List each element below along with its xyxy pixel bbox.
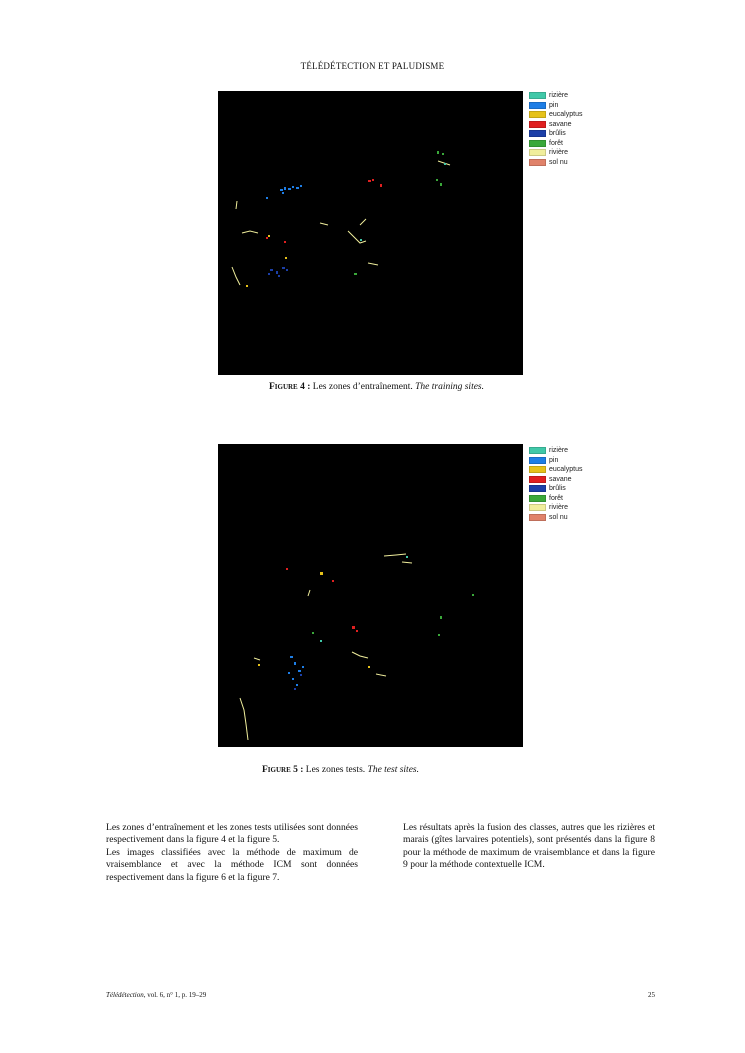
- legend-label: rizière: [549, 92, 569, 100]
- body-paragraph: Les résultats après la fusion des classes, autres que les rizières et marais (gîtes larvaires potentiels), sont présentés dans la figure 8 pour la méthode de maximum de vraisemblance et dans la figure 9 pour la méthode contextuelle ICM.: [403, 822, 655, 871]
- journal-name: Télédétection: [106, 991, 144, 999]
- foret-sites: [312, 594, 474, 636]
- legend-swatch: [529, 159, 546, 166]
- figure-4-sites: [218, 91, 523, 375]
- legend-swatch: [529, 495, 546, 502]
- figure-5-caption: [0, 765, 713, 775]
- legend-swatch: [529, 111, 546, 118]
- figure-4-legend: [529, 91, 582, 167]
- legend-item: [529, 129, 582, 139]
- pin-sites: [288, 656, 304, 686]
- legend-label: eucalyptus: [549, 466, 583, 474]
- legend-label: savane: [549, 120, 572, 128]
- body-paragraph: Les zones d’entraînement et les zones tests utilisées sont données respectivement dans la figure 4 et la figure 5.: [106, 822, 358, 846]
- legend-swatch: [529, 102, 546, 109]
- running-head: TÉLÉDÉTECTION ET PALUDISME: [300, 61, 445, 71]
- figure-5-sites: [218, 444, 523, 747]
- figure-4-image: [218, 91, 523, 375]
- legend-item: [529, 446, 582, 456]
- citation-details: , vol. 6, n° 1, p. 19–29: [143, 991, 207, 999]
- legend-label: brûlis: [549, 130, 566, 138]
- legend-swatch: [529, 140, 546, 147]
- legend-label: savane: [549, 475, 572, 483]
- figure-5-legend: [529, 446, 582, 522]
- brulis-sites: [294, 674, 302, 690]
- legend-label: forêt: [549, 494, 564, 502]
- legend-item: [529, 101, 582, 111]
- legend-label: rizière: [549, 447, 569, 455]
- legend-item: [529, 503, 582, 513]
- legend-label: rivière: [549, 504, 569, 512]
- legend-label: sol nu: [549, 513, 568, 521]
- legend-label: eucalyptus: [549, 111, 583, 119]
- legend-label: brûlis: [549, 485, 566, 493]
- legend-swatch: [529, 121, 546, 128]
- eucalyptus-sites: [258, 572, 370, 668]
- figure-4-caption-fr: Les zones d’entraînement.: [310, 382, 416, 392]
- brulis-sites: [268, 267, 288, 277]
- savane-sites: [286, 568, 358, 632]
- legend-swatch: [529, 476, 546, 483]
- riviere-sites: [240, 554, 412, 740]
- legend-item: [529, 158, 582, 168]
- figure-5-caption-en: The test sites.: [367, 765, 419, 775]
- figure-5-image: [218, 444, 523, 747]
- legend-swatch: [529, 457, 546, 464]
- body-column-left: [106, 822, 358, 884]
- legend-item: [529, 139, 582, 149]
- legend-item: [529, 120, 582, 130]
- savane-sites: [266, 179, 382, 243]
- legend-swatch: [529, 485, 546, 492]
- legend-swatch: [529, 149, 546, 156]
- legend-item: [529, 465, 582, 475]
- legend-label: rivière: [549, 149, 569, 157]
- legend-swatch: [529, 130, 546, 137]
- legend-label: forêt: [549, 139, 564, 147]
- legend-item: [529, 484, 582, 494]
- body-paragraph: Les images classifiées avec la méthode de maximum de vraisemblance et avec la méthode ICM sont données respectivement dans la figure 6 et la figure 7.: [106, 846, 358, 883]
- legend-swatch: [529, 92, 546, 99]
- legend-item: [529, 110, 582, 120]
- figure-4-label: Figure 4 :: [268, 382, 311, 392]
- legend-label: sol nu: [549, 158, 568, 166]
- footer-citation: [106, 991, 206, 999]
- legend-swatch: [529, 466, 546, 473]
- legend-item: [529, 456, 582, 466]
- figure-5-label: Figure 5 :: [261, 765, 304, 775]
- foret-sites: [354, 151, 444, 275]
- riviere-sites: [232, 161, 450, 285]
- figure-5-caption-fr: Les zones tests.: [303, 765, 368, 775]
- legend-item: [529, 475, 582, 485]
- legend-item: [529, 91, 582, 101]
- legend-item: [529, 148, 582, 158]
- pin-sites: [266, 185, 302, 199]
- legend-label: pin: [549, 101, 559, 109]
- legend-item: [529, 513, 582, 523]
- body-column-right: [403, 822, 655, 872]
- legend-item: [529, 494, 582, 504]
- eucalyptus-sites: [246, 235, 287, 287]
- legend-swatch: [529, 504, 546, 511]
- figure-4-caption: [4, 382, 745, 392]
- riziere-sites: [360, 163, 446, 241]
- page-number: 25: [648, 991, 655, 999]
- legend-swatch: [529, 514, 546, 521]
- legend-swatch: [529, 447, 546, 454]
- riziere-sites: [320, 556, 408, 642]
- legend-label: pin: [549, 456, 559, 464]
- figure-4-caption-en: The training sites.: [415, 382, 485, 392]
